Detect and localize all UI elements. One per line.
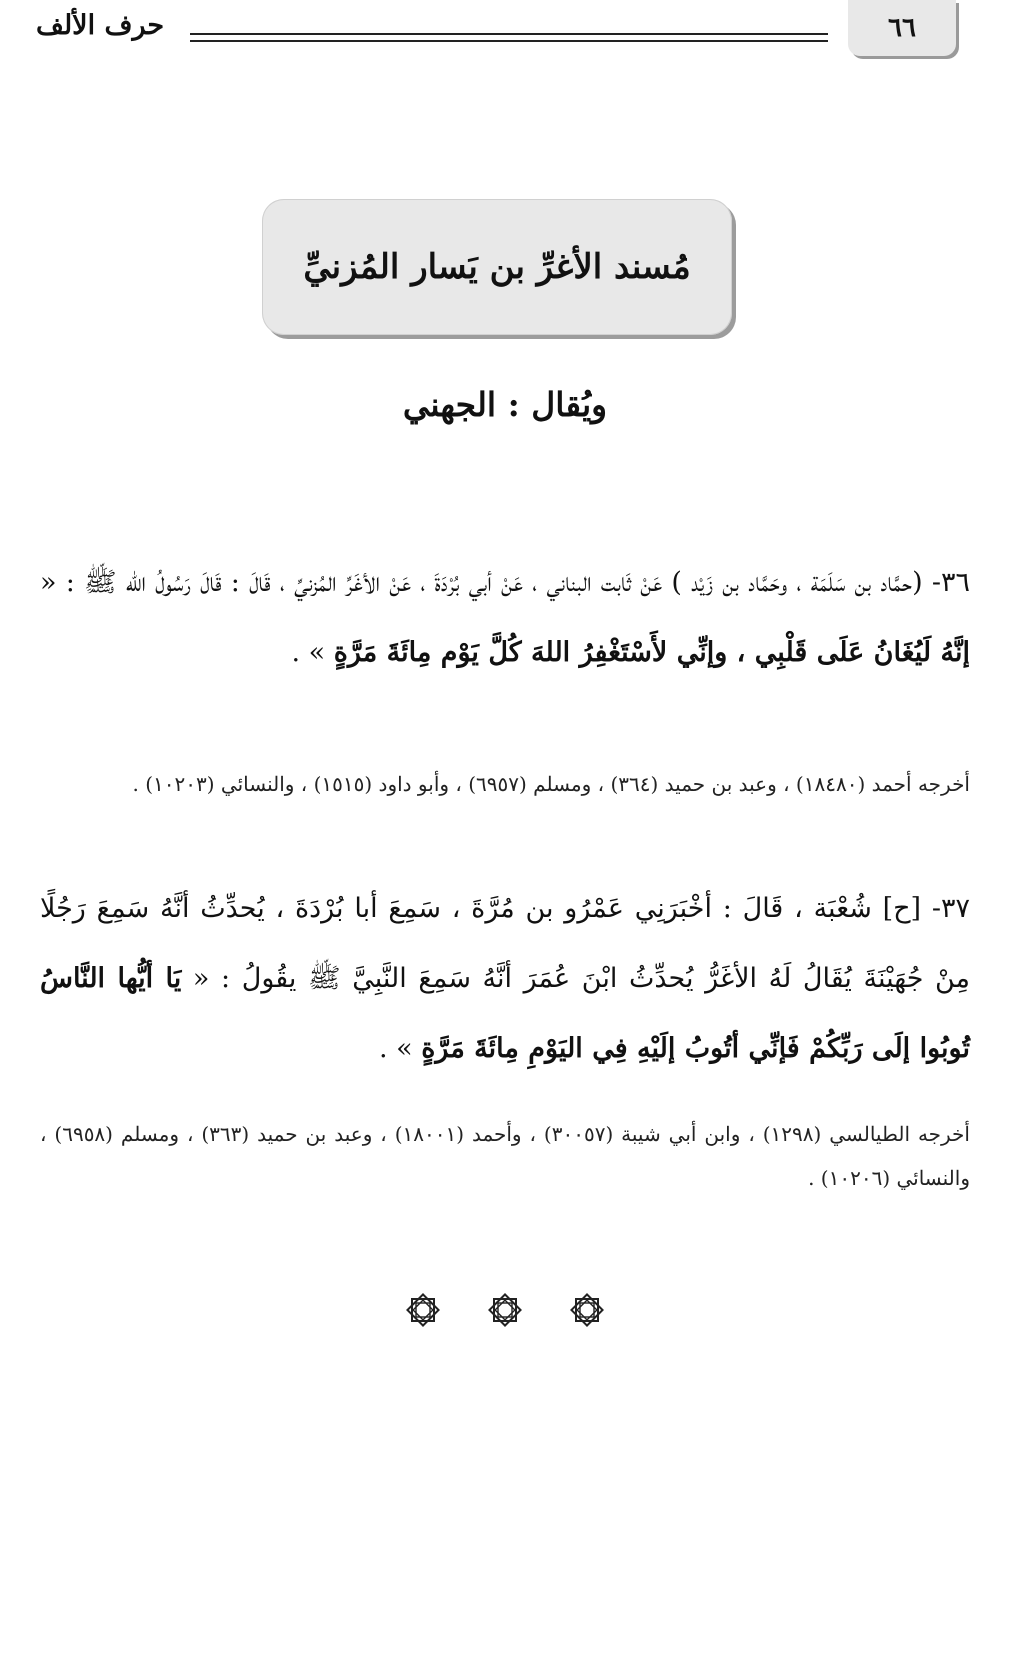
hadith-matn: إنَّهُ لَيُغَانُ عَلَى قَلْبِي ، وإنِّي لأَسْتَغْفِرُ اللهَ كُلَّ يَوْم مِائَةَ مَرَّةٍ <box>333 637 970 668</box>
running-header <box>0 0 1010 70</box>
section-title-box <box>262 199 732 335</box>
hadith-37 <box>40 874 970 1084</box>
section-title: مُسند الأغرِّ بن يَسار المُزنيِّ <box>303 247 691 287</box>
page-number: ٦٦ <box>848 0 956 56</box>
hadith-36 <box>40 548 970 688</box>
hadith-end: » . <box>291 637 326 668</box>
hadith-isnad: ٣٧- [ح] شُعْبَة ، قَالَ : أخْبَرَنِي عَمْرُو بن مُرَّةَ ، سَمِعَ أبا بُرْدَةَ ، يُحدِّثُ أنَّهُ سَمِعَ رَجُلًا مِنْ جُهَيْنَةَ يُقَالُ لَهُ الأغَرُّ يُحدِّثُ ابْنَ عُمَرَ أنَّهُ سَمِعَ النَّبِيَّ ﷺ يقُولُ : « <box>40 893 970 994</box>
octagram-icon <box>567 1290 607 1330</box>
hadith-end: » . <box>379 1033 413 1064</box>
chapter-title: حرف الألف <box>36 10 165 41</box>
header-rule <box>190 40 828 42</box>
takhrij-36: أخرجه أحمد (١٨٤٨٠) ، وعبد بن حميد (٣٦٤) ، ومسلم (٦٩٥٧) ، وأبو داود (١٥١٥) ، والنسائي (١٠٢٠٣) . <box>132 772 970 796</box>
section-subtitle: ويُقال : الجهني <box>402 385 608 424</box>
octagram-icon <box>485 1290 525 1330</box>
hadith-isnad: ٣٦- (حمَّاد بن سَلَمَة ، وحَمَّاد بن زَيْد ) عَنْ ثَابت البناني ، عَنْ أبي بُرْدَةَ ، عَنْ الأغَرِّ المُزنيِّ ، قَالَ : قَالَ رَسُولُ الله ﷺ : « <box>40 567 970 598</box>
header-rule <box>190 33 828 35</box>
hadith-matn: يَا أيُّها النَّاسُ تُوبُوا إلَى رَبِّكُمْ فَإنِّي أتُوبُ إلَيْهِ فِي اليَوْمِ مِائَةَ مَرَّةٍ <box>40 963 970 1064</box>
octagram-icon <box>403 1290 443 1330</box>
takhrij-37: أخرجه الطيالسي (١٢٩٨) ، وابن أبي شيبة (٣٠٠٥٧) ، وأحمد (١٨٠٠١) ، وعبد بن حميد (٣٦٣) ، ومسلم (٦٩٥٨) ، والنسائي (١٠٢٠٦) . <box>40 1122 970 1190</box>
section-separator <box>0 1290 1010 1330</box>
